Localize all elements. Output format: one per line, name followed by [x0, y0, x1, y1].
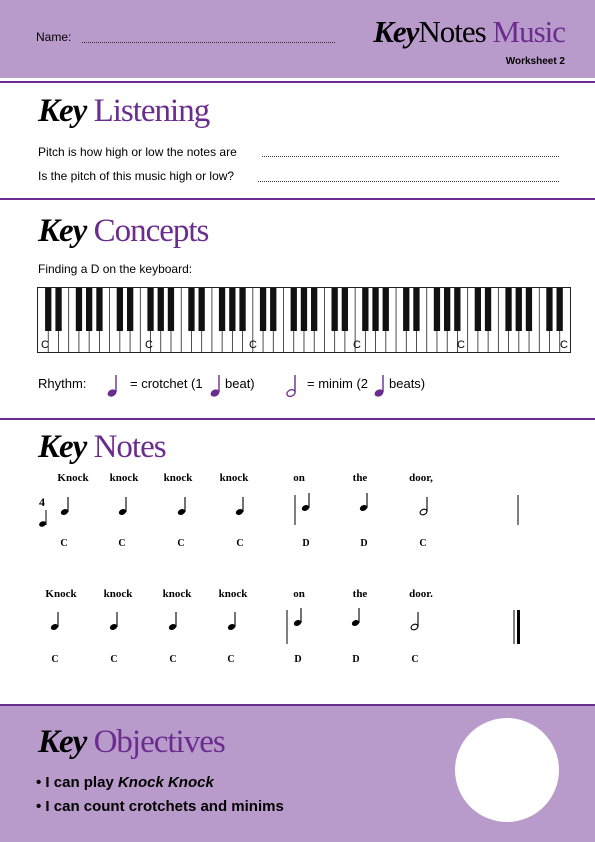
notename-1-7: C — [419, 538, 427, 549]
minim-text: = minim (2 — [307, 376, 369, 391]
notename-2-3: C — [169, 654, 177, 665]
listening-title — [38, 93, 209, 130]
title-word: Notes — [93, 429, 166, 465]
time-signature: 4 — [39, 495, 45, 509]
lyric-1-1: Knock — [57, 472, 89, 484]
notation-line-2 — [0, 600, 595, 650]
title-key: Key — [38, 93, 87, 129]
piano-keys-svg — [38, 288, 570, 352]
worksheet-number: Worksheet 2 — [505, 56, 565, 67]
lyric-2-4: knock — [218, 588, 248, 600]
lyric-1-4: knock — [219, 472, 249, 484]
objective-2: • I can count crotchets and minims — [36, 798, 284, 815]
notename-2-1: C — [51, 654, 59, 665]
crotchet-icon-small-2 — [373, 373, 387, 399]
notename-2-6: D — [352, 654, 360, 665]
crotchet-icon — [106, 373, 120, 399]
listening-answer-line-1[interactable] — [262, 156, 559, 157]
notename-2-7: C — [411, 654, 419, 665]
crotchet-text: = crotchet (1 — [130, 376, 203, 391]
listening-answer-line-2[interactable] — [258, 181, 559, 182]
listening-line-1: Pitch is how high or low the notes are — [38, 145, 237, 159]
lyric-1-2: knock — [109, 472, 139, 484]
notename-2-5: D — [294, 654, 302, 665]
name-input-line[interactable] — [82, 42, 335, 43]
objective-1-song: Knock Knock — [117, 774, 214, 791]
notename-1-6: D — [360, 538, 368, 549]
lyric-2-3: knock — [162, 588, 192, 600]
lyric-2-2: knock — [103, 588, 133, 600]
key-c-label-5: C — [457, 339, 465, 351]
objectives-title — [38, 724, 225, 761]
divider-notes — [0, 418, 595, 420]
key-c-label-3: C — [249, 339, 257, 351]
minim-icon — [285, 373, 299, 399]
lyric-2-5: on — [293, 588, 305, 600]
notes-title — [38, 429, 166, 466]
title-key: Key — [38, 724, 87, 760]
concepts-title — [38, 213, 208, 250]
key-c-label-1: C — [41, 339, 49, 351]
lyric-1-6: the — [352, 472, 368, 484]
notename-2-2: C — [110, 654, 118, 665]
key-c-label-6: C — [560, 339, 568, 351]
final-barline — [517, 610, 520, 644]
lyric-2-7: door. — [409, 588, 433, 600]
lyric-2-1: Knock — [45, 588, 77, 600]
logo-notes: Notes — [418, 14, 486, 49]
lyric-1-3: knock — [163, 472, 193, 484]
notename-1-5: D — [302, 538, 310, 549]
lyric-2-6: the — [352, 588, 368, 600]
lyric-1-5: on — [293, 472, 305, 484]
notename-1-4: C — [236, 538, 244, 549]
keynotes-logo — [373, 14, 565, 50]
lyric-1-7: door, — [409, 472, 433, 484]
logo-music: Music — [492, 14, 565, 49]
logo-key: Key — [373, 14, 419, 49]
name-label: Name: — [36, 30, 72, 44]
note-2-7-minim — [410, 623, 419, 631]
notename-1-2: C — [118, 538, 126, 549]
crotchet-beat-text: beat) — [225, 376, 255, 391]
divider-concepts — [0, 198, 595, 200]
objective-1 — [36, 774, 214, 791]
minim-beats-text: beats) — [389, 376, 426, 391]
key-c-label-4: C — [353, 339, 361, 351]
divider-objectives — [0, 704, 595, 706]
key-c-label-2: C — [145, 339, 153, 351]
listening-line-2: Is the pitch of this music high or low? — [38, 169, 235, 183]
notename-1-1: C — [60, 538, 68, 549]
note-1-7-minim — [419, 508, 428, 516]
crotchet-icon-small — [209, 373, 223, 399]
title-word: Concepts — [93, 213, 209, 249]
title-word: Listening — [93, 93, 210, 129]
keyboard-caption: Finding a D on the keyboard: — [38, 262, 193, 276]
self-assessment-circle[interactable] — [455, 718, 559, 822]
objective-1-prefix: • I can play — [36, 774, 118, 791]
notename-1-3: C — [177, 538, 185, 549]
title-word: Objectives — [93, 724, 225, 760]
title-key: Key — [38, 213, 87, 249]
rhythm-label: Rhythm: — [38, 376, 87, 391]
title-key: Key — [38, 429, 87, 465]
notename-2-4: C — [227, 654, 235, 665]
notation-line-1 — [0, 485, 595, 540]
divider-top — [0, 81, 595, 83]
time-signature-crotchet — [38, 510, 47, 528]
piano-keyboard — [37, 287, 571, 353]
